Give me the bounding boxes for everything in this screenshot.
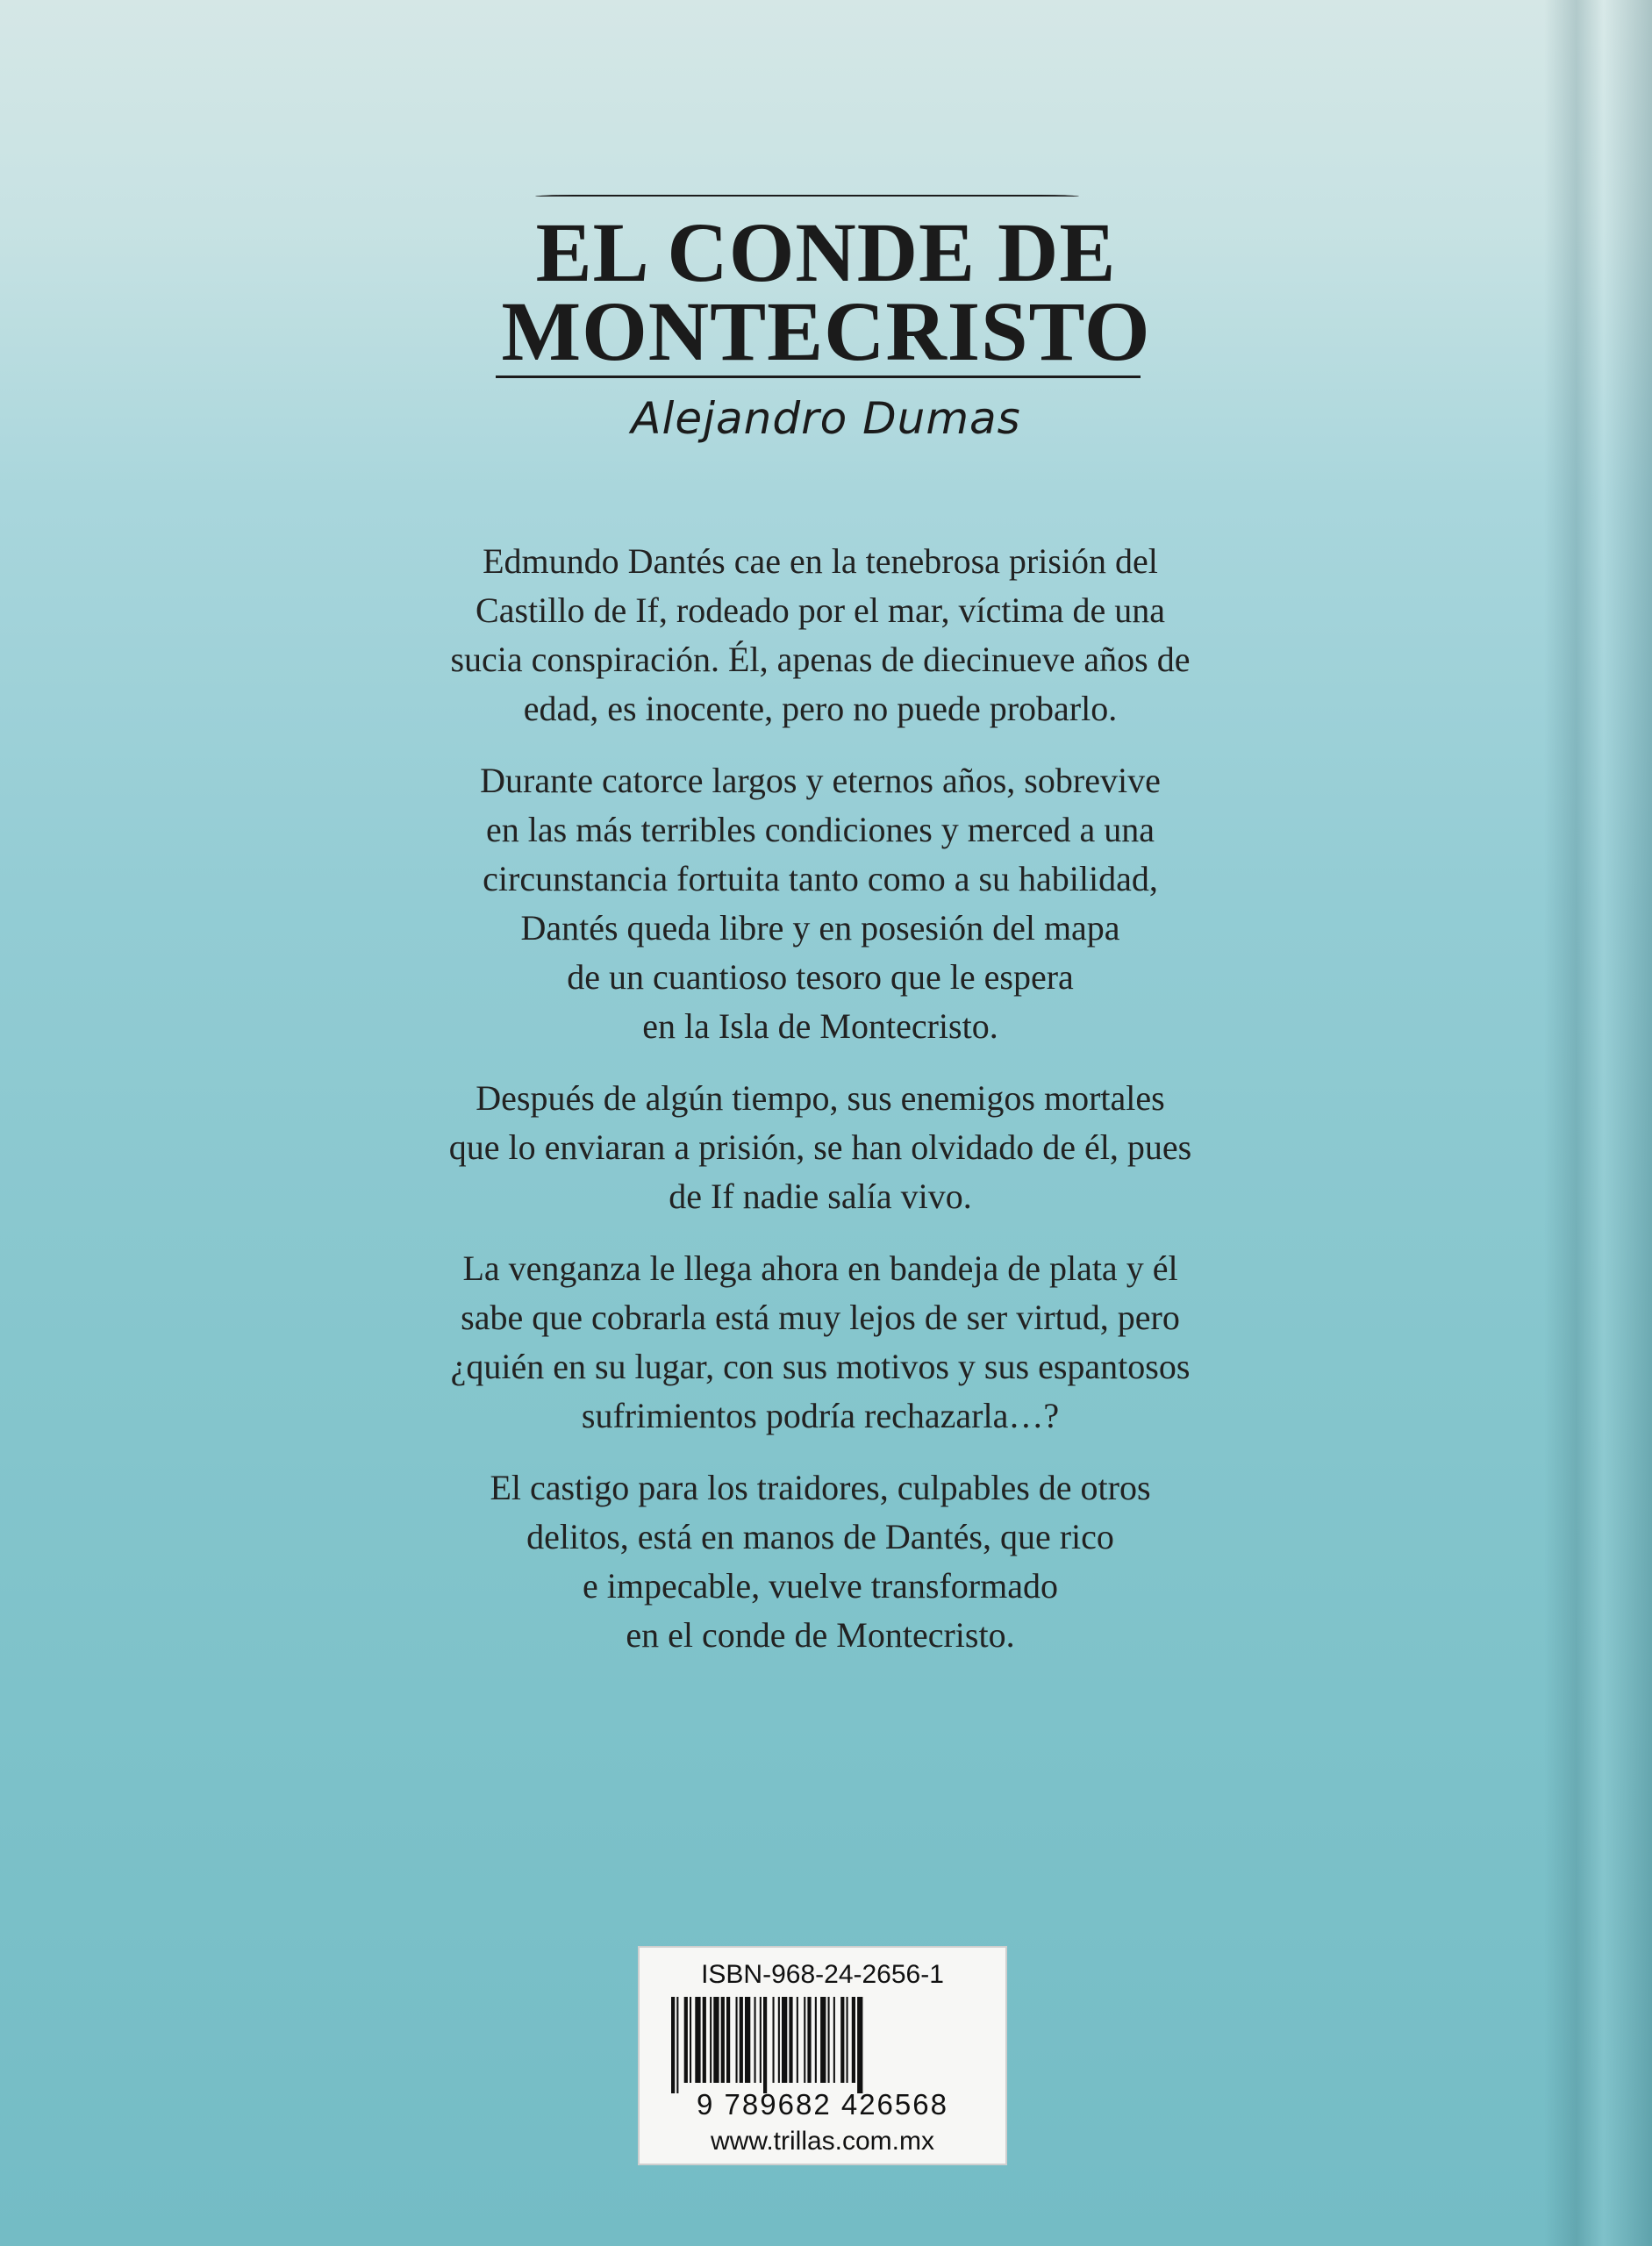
barcode-bar	[782, 1997, 787, 2083]
synopsis-line: delitos, está en manos de Dantés, que rico	[526, 1517, 1114, 1556]
barcode-digits: 9 789682 426568	[697, 2088, 948, 2121]
synopsis-line: sabe que cobrarla está muy lejos de ser virtud, pero	[461, 1298, 1180, 1337]
synopsis-paragraph	[263, 1463, 1377, 1660]
barcode-bar	[763, 1997, 767, 2093]
synopsis-line: en la Isla de Montecristo.	[642, 1006, 998, 1046]
barcode-bar	[828, 1997, 830, 2083]
title-top-rule	[535, 195, 1079, 197]
barcode-bar	[773, 1997, 775, 2083]
barcode-bar	[840, 1997, 844, 2083]
barcode-bar	[703, 1997, 706, 2083]
barcode-label	[638, 1946, 1007, 2165]
barcode-bar	[797, 1997, 798, 2083]
barcode-bar	[754, 1997, 756, 2083]
synopsis-line: sufrimientos podría rechazarla…?	[581, 1396, 1060, 1435]
synopsis-line: edad, es inocente, pero no puede probarlo.	[523, 689, 1118, 728]
book-title-line-2: MONTECRISTO	[501, 284, 1151, 378]
synopsis-line: en el conde de Montecristo.	[626, 1615, 1015, 1655]
barcode-bar	[852, 1997, 855, 2083]
synopsis-paragraph	[263, 756, 1377, 1051]
barcode-bar	[833, 1997, 835, 2083]
barcode-bar	[695, 1997, 700, 2083]
synopsis-line: sucia conspiración. Él, apenas de diecinueve años de	[450, 640, 1191, 679]
barcode-bar	[736, 1997, 738, 2083]
book-title-line-1: EL CONDE DE	[535, 205, 1117, 299]
barcode-bar	[760, 1997, 762, 2083]
barcode-bar	[713, 1997, 719, 2083]
barcode-bar	[815, 1997, 817, 2083]
barcode-bar	[690, 1997, 691, 2083]
author-name: Alejandro Dumas	[631, 393, 1021, 444]
barcode-bar	[789, 1997, 792, 2083]
synopsis-paragraph	[263, 1074, 1377, 1221]
barcode-bar	[745, 1997, 750, 2083]
title-bottom-rule	[496, 376, 1141, 378]
synopsis-paragraph	[263, 1244, 1377, 1441]
synopsis-line: La venganza le llega ahora en bandeja de plata y él	[462, 1248, 1178, 1288]
synopsis-line: de If nadie salía vivo.	[669, 1177, 972, 1216]
barcode-bar	[740, 1997, 743, 2083]
synopsis-line: en las más terribles condiciones y merced a una	[486, 810, 1155, 849]
synopsis-line: Después de algún tiempo, sus enemigos mortales	[476, 1078, 1165, 1118]
synopsis-line: ¿quién en su lugar, con sus motivos y sus espantosos	[450, 1347, 1191, 1386]
synopsis-line: Dantés queda libre y en posesión del mapa	[520, 908, 1120, 948]
barcode-bar	[778, 1997, 780, 2083]
synopsis	[263, 537, 1377, 1683]
synopsis-line: El castigo para los traidores, culpables de otros	[490, 1468, 1151, 1507]
barcode-bar	[710, 1997, 712, 2083]
barcode-bar	[726, 1997, 730, 2083]
barcode-bar	[684, 1997, 688, 2083]
barcode-bar	[820, 1997, 826, 2083]
synopsis-line: Edmundo Dantés cae en la tenebrosa prisión del	[483, 541, 1158, 581]
synopsis-line: de un cuantioso tesoro que le espera	[567, 957, 1074, 997]
barcode-bar	[721, 1997, 725, 2083]
synopsis-line: Castillo de If, rodeado por el mar, víctima de una	[476, 590, 1165, 630]
synopsis-line: Durante catorce largos y eternos años, sobrevive	[480, 761, 1161, 800]
synopsis-paragraph	[263, 537, 1377, 733]
barcode-bar	[671, 1997, 675, 2093]
isbn-number: ISBN-968-24-2656-1	[701, 1960, 944, 1989]
synopsis-line: circunstancia fortuita tanto como a su habilidad,	[483, 859, 1158, 898]
publisher-url: www.trillas.com.mx	[710, 2127, 934, 2156]
barcode-bar	[847, 1997, 848, 2083]
barcode-bar	[807, 1997, 811, 2083]
barcode-bars	[668, 1997, 983, 2093]
synopsis-line: que lo enviaran a prisión, se han olvidado de él, pues	[448, 1127, 1192, 1167]
barcode-bar	[676, 1997, 678, 2093]
synopsis-line: e impecable, vuelve transformado	[583, 1566, 1058, 1606]
barcode-bar	[804, 1997, 805, 2083]
barcode-bar	[857, 1997, 862, 2093]
